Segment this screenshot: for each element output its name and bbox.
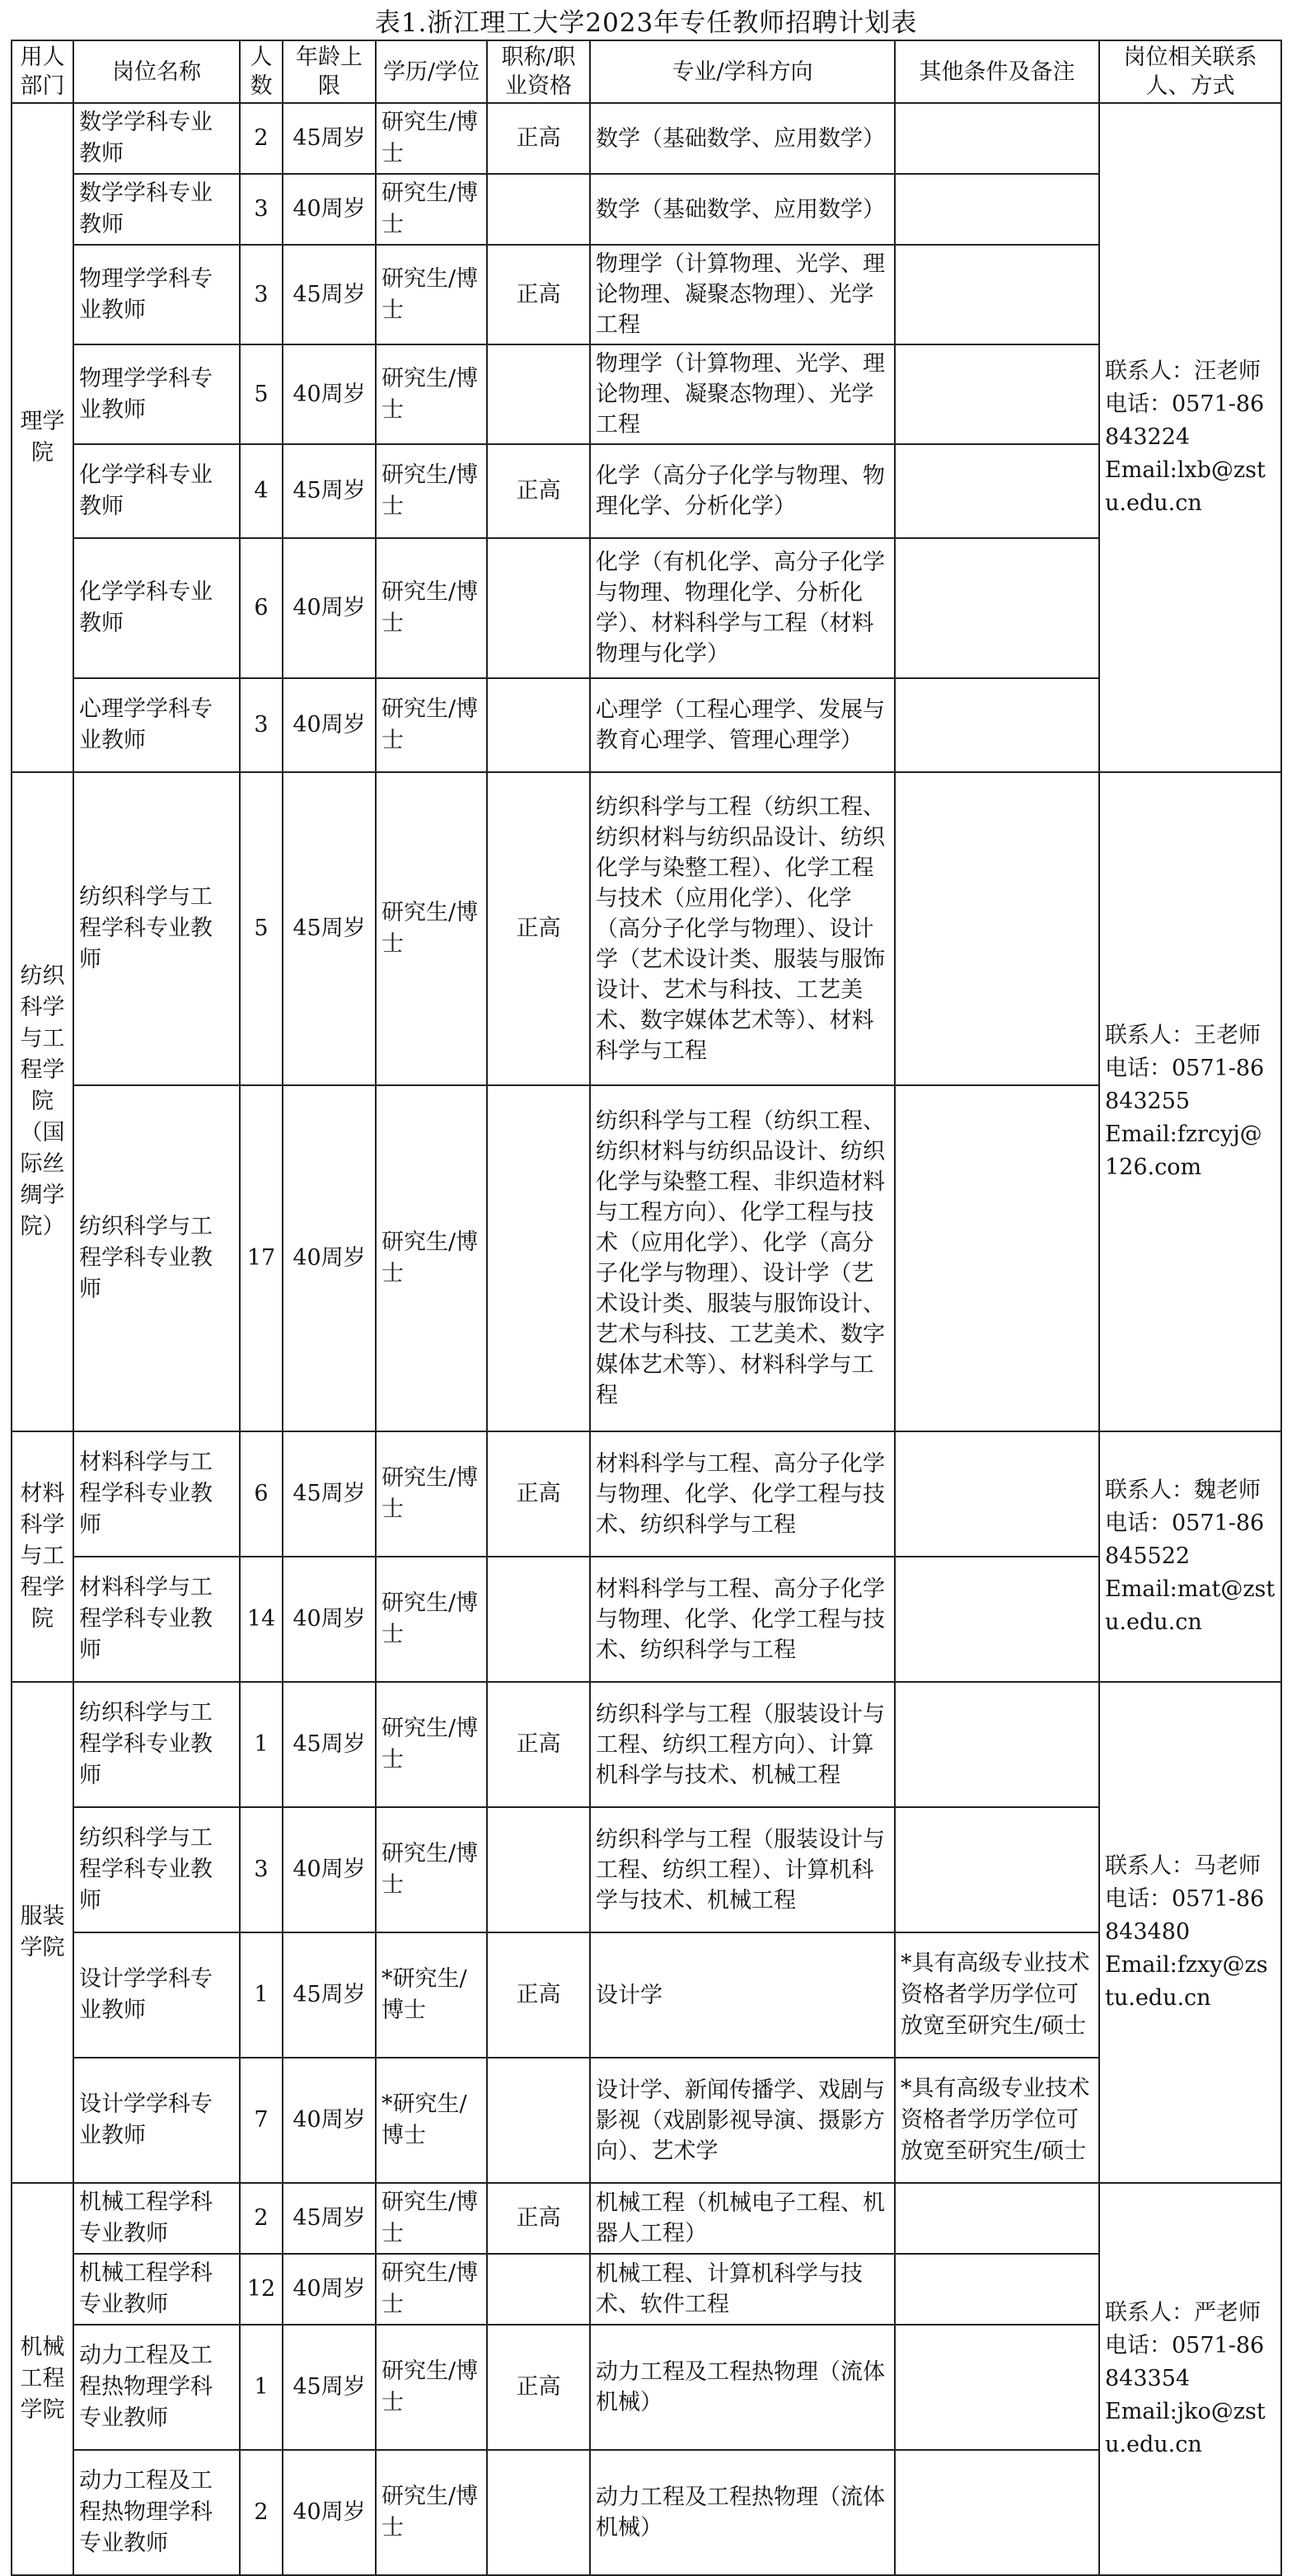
- table-body: [12, 103, 1281, 2575]
- contact-info: 联系人：马老师 电话：0571-86843480 Email:fzxy@zstu.edu.cn: [1099, 1682, 1281, 2183]
- headcount: 1: [240, 1932, 283, 2058]
- major-direction: 机械工程、计算机科学与技术、软件工程: [590, 2254, 895, 2325]
- major-direction: 纺织科学与工程（服装设计与工程、纺织工程方向）、计算机科学与技术、机械工程: [590, 1682, 895, 1807]
- title-requirement: [487, 344, 590, 444]
- age-limit: 40周岁: [283, 678, 376, 772]
- major-direction: 动力工程及工程热物理（流体机械）: [590, 2450, 895, 2575]
- other-notes: [895, 103, 1099, 174]
- age-limit: 40周岁: [283, 1557, 376, 1682]
- title-requirement: [487, 174, 590, 245]
- post-name: 设计学学科专业教师: [73, 2058, 240, 2183]
- header-note: 其他条件及备注: [895, 40, 1099, 103]
- age-limit: 40周岁: [283, 1807, 376, 1932]
- post-name: 材料科学与工程学科专业教师: [73, 1557, 240, 1682]
- table-header: [12, 40, 1281, 103]
- degree-requirement: 研究生/博士: [376, 103, 487, 174]
- post-name: 材料科学与工程学科专业教师: [73, 1431, 240, 1557]
- degree-requirement: 研究生/博士: [376, 2254, 487, 2325]
- title-requirement: 正高: [487, 103, 590, 174]
- age-limit: 45周岁: [283, 1682, 376, 1807]
- title-requirement: 正高: [487, 1431, 590, 1557]
- post-name: 机械工程学科专业教师: [73, 2254, 240, 2325]
- major-direction: 纺织科学与工程（纺织工程、纺织材料与纺织品设计、纺织化学与染整工程、非织造材料与工程方向）、化学工程与技术（应用化学）、化学（高分子化学与物理）、设计学（艺术设计类、服装与服饰设计、艺术与科技、工艺美术、数字媒体艺术等）、材料科学与工程: [590, 1085, 895, 1431]
- degree-requirement: 研究生/博士: [376, 2325, 487, 2450]
- other-notes: [895, 2254, 1099, 2325]
- headcount: 17: [240, 1085, 283, 1431]
- post-name: 物理学学科专业教师: [73, 245, 240, 344]
- other-notes: [895, 1557, 1099, 1682]
- age-limit: 45周岁: [283, 1431, 376, 1557]
- headcount: 3: [240, 678, 283, 772]
- degree-requirement: *研究生/博士: [376, 2058, 487, 2183]
- degree-requirement: 研究生/博士: [376, 444, 487, 538]
- other-notes: [895, 344, 1099, 444]
- headcount: 6: [240, 538, 283, 678]
- degree-requirement: 研究生/博士: [376, 2450, 487, 2575]
- degree-requirement: 研究生/博士: [376, 538, 487, 678]
- age-limit: 45周岁: [283, 2325, 376, 2450]
- headcount: 1: [240, 1682, 283, 1807]
- degree-requirement: 研究生/博士: [376, 2183, 487, 2254]
- other-notes: [895, 1431, 1099, 1557]
- degree-requirement: 研究生/博士: [376, 1085, 487, 1431]
- headcount: 3: [240, 1807, 283, 1932]
- title-requirement: [487, 1557, 590, 1682]
- table-row: [12, 1431, 1281, 1557]
- other-notes: [895, 1807, 1099, 1932]
- post-name: 数学学科专业教师: [73, 174, 240, 245]
- header-title: 职称/职业资格: [487, 40, 590, 103]
- post-name: 机械工程学科专业教师: [73, 2183, 240, 2254]
- major-direction: 设计学、新闻传播学、戏剧与影视（戏剧影视导演、摄影方向）、艺术学: [590, 2058, 895, 2183]
- title-requirement: 正高: [487, 772, 590, 1085]
- title-requirement: 正高: [487, 2183, 590, 2254]
- headcount: 12: [240, 2254, 283, 2325]
- age-limit: 45周岁: [283, 245, 376, 344]
- post-name: 动力工程及工程热物理学科专业教师: [73, 2450, 240, 2575]
- degree-requirement: *研究生/博士: [376, 1932, 487, 2058]
- age-limit: 40周岁: [283, 2450, 376, 2575]
- title-requirement: 正高: [487, 245, 590, 344]
- major-direction: 纺织科学与工程（纺织工程、纺织材料与纺织品设计、纺织化学与染整工程）、化学工程与技术（应用化学）、化学（高分子化学与物理）、设计学（艺术设计类、服装与服饰设计、艺术与科技、工艺美术、数字媒体艺术等）、材料科学与工程: [590, 772, 895, 1085]
- age-limit: 45周岁: [283, 103, 376, 174]
- headcount: 5: [240, 772, 283, 1085]
- other-notes: [895, 2183, 1099, 2254]
- table-row: [12, 1085, 1281, 1431]
- post-name: 化学学科专业教师: [73, 444, 240, 538]
- contact-info: 联系人：汪老师 电话：0571-86843224 Email:lxb@zstu.edu.cn: [1099, 103, 1281, 772]
- title-requirement: 正高: [487, 1932, 590, 2058]
- degree-requirement: 研究生/博士: [376, 1431, 487, 1557]
- header-degree: 学历/学位: [376, 40, 487, 103]
- headcount: 2: [240, 103, 283, 174]
- major-direction: 材料科学与工程、高分子化学与物理、化学、化学工程与技术、纺织科学与工程: [590, 1431, 895, 1557]
- table-row: [12, 1807, 1281, 1932]
- table-row: [12, 2183, 1281, 2254]
- post-name: 心理学学科专业教师: [73, 678, 240, 772]
- post-name: 纺织科学与工程学科专业教师: [73, 1682, 240, 1807]
- header-count: 人数: [240, 40, 283, 103]
- major-direction: 心理学（工程心理学、发展与教育心理学、管理心理学）: [590, 678, 895, 772]
- major-direction: 设计学: [590, 1932, 895, 2058]
- post-name: 设计学学科专业教师: [73, 1932, 240, 2058]
- age-limit: 40周岁: [283, 538, 376, 678]
- table-row: [12, 2254, 1281, 2325]
- age-limit: 45周岁: [283, 444, 376, 538]
- table-row: [12, 444, 1281, 538]
- degree-requirement: 研究生/博士: [376, 1557, 487, 1682]
- other-notes: [895, 772, 1099, 1085]
- title-requirement: [487, 538, 590, 678]
- headcount: 1: [240, 2325, 283, 2450]
- department-name: 材料科学与工程学院: [12, 1431, 73, 1682]
- degree-requirement: 研究生/博士: [376, 1682, 487, 1807]
- headcount: 14: [240, 1557, 283, 1682]
- age-limit: 40周岁: [283, 1085, 376, 1431]
- headcount: 7: [240, 2058, 283, 2183]
- title-requirement: 正高: [487, 2325, 590, 2450]
- other-notes: [895, 2325, 1099, 2450]
- table-row: [12, 103, 1281, 174]
- major-direction: 物理学（计算物理、光学、理论物理、凝聚态物理）、光学工程: [590, 245, 895, 344]
- department-name: 机械工程学院: [12, 2183, 73, 2575]
- table-row: [12, 2450, 1281, 2575]
- table-row: [12, 174, 1281, 245]
- title-requirement: 正高: [487, 444, 590, 538]
- degree-requirement: 研究生/博士: [376, 174, 487, 245]
- post-name: 纺织科学与工程学科专业教师: [73, 772, 240, 1085]
- table-row: [12, 1557, 1281, 1682]
- major-direction: 动力工程及工程热物理（流体机械）: [590, 2325, 895, 2450]
- contact-info: 联系人：王老师 电话：0571-86843255 Email:fzrcyj@126.com: [1099, 772, 1281, 1431]
- table-row: [12, 344, 1281, 444]
- age-limit: 40周岁: [283, 2254, 376, 2325]
- headcount: 4: [240, 444, 283, 538]
- major-direction: 数学（基础数学、应用数学）: [590, 103, 895, 174]
- title-requirement: [487, 2254, 590, 2325]
- title-requirement: [487, 1085, 590, 1431]
- header-post: 岗位名称: [73, 40, 240, 103]
- other-notes: [895, 174, 1099, 245]
- title-requirement: [487, 1807, 590, 1932]
- other-notes: *具有高级专业技术资格者学历学位可放宽至研究生/硕士: [895, 1932, 1099, 2058]
- header-dept: 用人部门: [12, 40, 73, 103]
- headcount: 2: [240, 2450, 283, 2575]
- other-notes: [895, 538, 1099, 678]
- degree-requirement: 研究生/博士: [376, 344, 487, 444]
- major-direction: 材料科学与工程、高分子化学与物理、化学、化学工程与技术、纺织科学与工程: [590, 1557, 895, 1682]
- major-direction: 化学（高分子化学与物理、物理化学、分析化学）: [590, 444, 895, 538]
- age-limit: 40周岁: [283, 174, 376, 245]
- age-limit: 45周岁: [283, 1932, 376, 2058]
- headcount: 6: [240, 1431, 283, 1557]
- other-notes: [895, 245, 1099, 344]
- major-direction: 纺织科学与工程（服装设计与工程、纺织工程）、计算机科学与技术、机械工程: [590, 1807, 895, 1932]
- headcount: 5: [240, 344, 283, 444]
- major-direction: 机械工程（机械电子工程、机器人工程）: [590, 2183, 895, 2254]
- age-limit: 40周岁: [283, 344, 376, 444]
- table-row: [12, 1932, 1281, 2058]
- post-name: 化学学科专业教师: [73, 538, 240, 678]
- age-limit: 45周岁: [283, 2183, 376, 2254]
- title-requirement: 正高: [487, 1682, 590, 1807]
- table-title: 表1.浙江理工大学2023年专任教师招聘计划表: [374, 8, 918, 38]
- post-name: 数学学科专业教师: [73, 103, 240, 174]
- title-requirement: [487, 2058, 590, 2183]
- headcount: 3: [240, 245, 283, 344]
- degree-requirement: 研究生/博士: [376, 245, 487, 344]
- header-age: 年龄上限: [283, 40, 376, 103]
- table-row: [12, 245, 1281, 344]
- other-notes: [895, 1682, 1099, 1807]
- post-name: 物理学学科专业教师: [73, 344, 240, 444]
- title-requirement: [487, 2450, 590, 2575]
- title-requirement: [487, 678, 590, 772]
- contact-info: 联系人：严老师 电话：0571-86843354 Email:jko@zstu.edu.cn: [1099, 2183, 1281, 2575]
- table-row: [12, 678, 1281, 772]
- degree-requirement: 研究生/博士: [376, 1807, 487, 1932]
- degree-requirement: 研究生/博士: [376, 772, 487, 1085]
- contact-info: 联系人：魏老师 电话：0571-86845522 Email:mat@zstu.edu.cn: [1099, 1431, 1281, 1682]
- other-notes: [895, 444, 1099, 538]
- department-name: 理学院: [12, 103, 73, 772]
- recruitment-table: [11, 40, 1282, 2576]
- major-direction: 化学（有机化学、高分子化学与物理、物理化学、分析化学）、材料科学与工程（材料物理与化学）: [590, 538, 895, 678]
- other-notes: [895, 2450, 1099, 2575]
- table-row: [12, 2325, 1281, 2450]
- degree-requirement: 研究生/博士: [376, 678, 487, 772]
- post-name: 纺织科学与工程学科专业教师: [73, 1807, 240, 1932]
- post-name: 纺织科学与工程学科专业教师: [73, 1085, 240, 1431]
- table-row: [12, 2058, 1281, 2183]
- header-contact: 岗位相关联系人、方式: [1099, 40, 1281, 103]
- headcount: 2: [240, 2183, 283, 2254]
- header-major: 专业/学科方向: [590, 40, 895, 103]
- headcount: 3: [240, 174, 283, 245]
- other-notes: *具有高级专业技术资格者学历学位可放宽至研究生/硕士: [895, 2058, 1099, 2183]
- major-direction: 物理学（计算物理、光学、理论物理、凝聚态物理）、光学工程: [590, 344, 895, 444]
- age-limit: 45周岁: [283, 772, 376, 1085]
- age-limit: 40周岁: [283, 2058, 376, 2183]
- major-direction: 数学（基础数学、应用数学）: [590, 174, 895, 245]
- department-name: 纺织科学与工程学院（国际丝绸学院）: [12, 772, 73, 1431]
- table-row: [12, 772, 1281, 1085]
- post-name: 动力工程及工程热物理学科专业教师: [73, 2325, 240, 2450]
- table-row: [12, 538, 1281, 678]
- table-row: [12, 1682, 1281, 1807]
- other-notes: [895, 1085, 1099, 1431]
- other-notes: [895, 678, 1099, 772]
- department-name: 服装学院: [12, 1682, 73, 2183]
